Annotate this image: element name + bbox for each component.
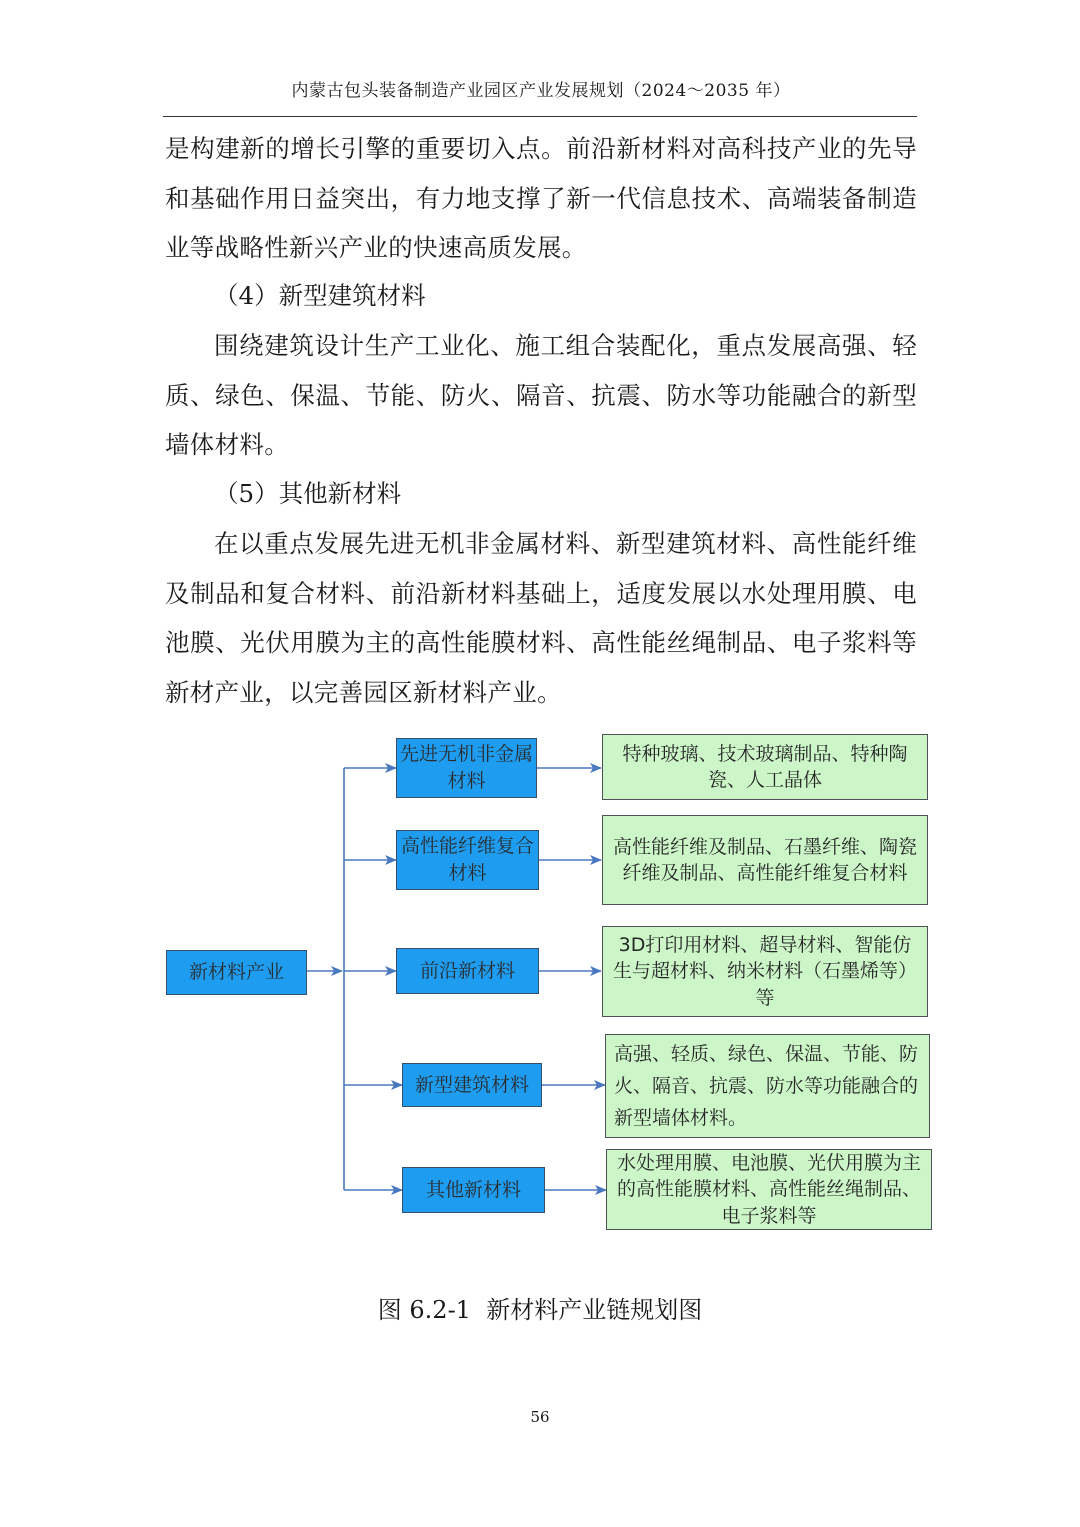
section-heading-4: （4）新型建筑材料: [214, 281, 426, 310]
detail-node-5: 水处理用膜、电池膜、光伏用膜为主的高性能膜材料、高性能丝绳制品、电子浆料等: [606, 1149, 932, 1230]
branch-node-2: 高性能纤维复合材料: [396, 830, 539, 890]
detail-node-4: 高强、轻质、绿色、保温、节能、防火、隔音、抗震、防水等功能融合的新型墙体材料。: [605, 1034, 930, 1138]
paragraph-3: 在以重点发展先进无机非金属材料、新型建筑材料、高性能纤维及制品和复合材料、前沿新材料基础上，适度发展以水处理用膜、电池膜、光伏用膜为主的高性能膜材料、高性能丝绳制品、电子浆料等新材产业，以完善园区新材料产业。: [165, 529, 917, 707]
page-number: 56: [530, 1408, 550, 1426]
section-heading-5: （5）其他新材料: [214, 479, 402, 508]
branch-node-4: 新型建筑材料: [402, 1063, 542, 1107]
branch-node-5: 其他新材料: [402, 1167, 545, 1213]
branch-node-1: 先进无机非金属材料: [396, 738, 537, 798]
detail-node-2: 高性能纤维及制品、石墨纤维、陶瓷纤维及制品、高性能纤维复合材料: [602, 815, 928, 905]
figure-caption: 图 6.2-1 新材料产业链规划图: [377, 1296, 703, 1324]
header-rule: [163, 116, 917, 117]
paragraph-2: 围绕建筑设计生产工业化、施工组合装配化，重点发展高强、轻质、绿色、保温、节能、防火、隔音、抗震、防水等功能融合的新型墙体材料。: [165, 331, 917, 459]
running-header: 内蒙古包头装备制造产业园区产业发展规划（2024～2035 年）: [291, 81, 791, 101]
branch-node-3: 前沿新材料: [396, 948, 539, 994]
detail-node-3: 3D打印用材料、超导材料、智能仿生与超材料、纳米材料（石墨烯等）等: [602, 926, 928, 1017]
root-node: 新材料产业: [166, 950, 307, 995]
paragraph-1: 是构建新的增长引擎的重要切入点。前沿新材料对高科技产业的先导和基础作用日益突出，有力地支撑了新一代信息技术、高端装备制造业等战略性新兴产业的快速高质发展。: [165, 134, 917, 262]
detail-node-1: 特种玻璃、技术玻璃制品、特种陶瓷、人工晶体: [602, 734, 928, 800]
